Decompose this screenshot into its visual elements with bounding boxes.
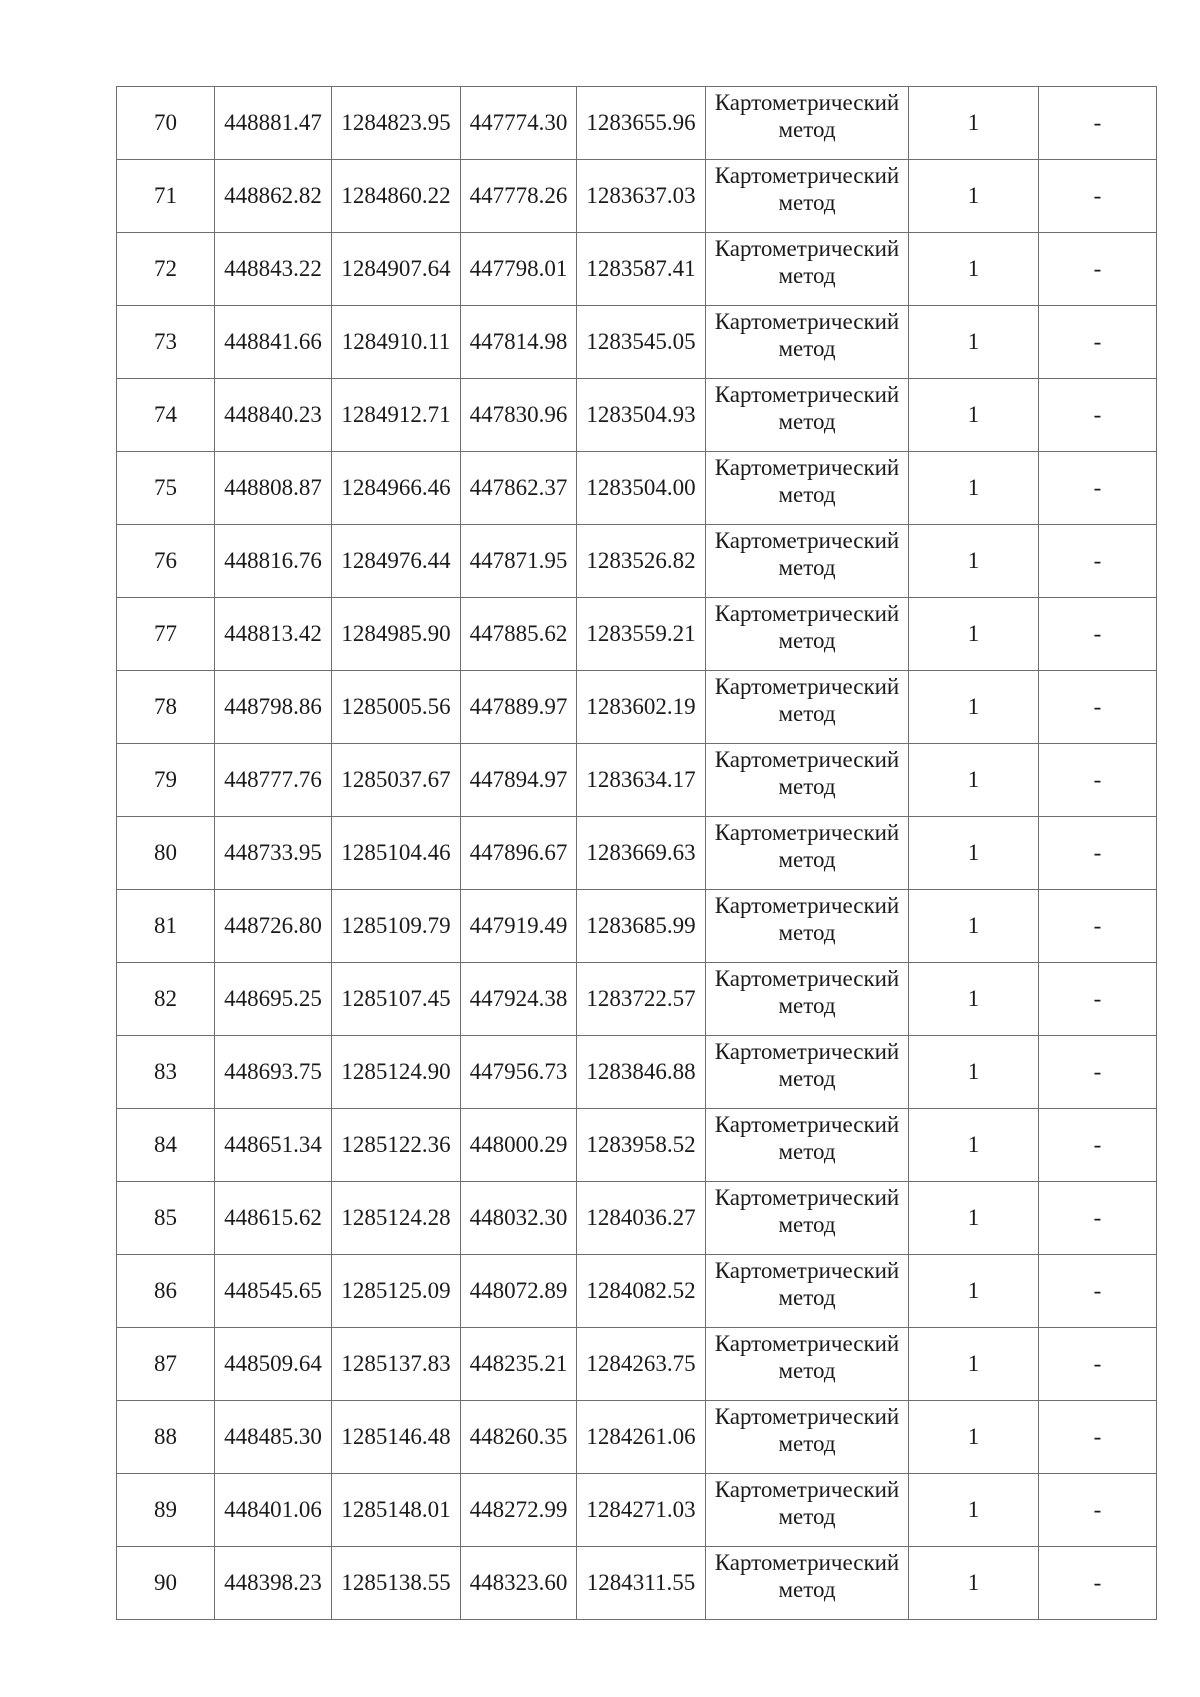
y2-cell: 1283685.99 (577, 890, 706, 963)
method-line-1: Картометрический (714, 236, 900, 261)
method-line-2: метод (778, 993, 836, 1018)
method-cell (706, 963, 909, 1036)
y2-cell: 1284036.27 (577, 1182, 706, 1255)
method-cell (706, 525, 909, 598)
accuracy-cell: 1 (909, 1255, 1039, 1328)
method-line-1: Картометрический (714, 1185, 900, 1210)
accuracy-cell: 1 (909, 452, 1039, 525)
point-number-cell: 76 (117, 525, 215, 598)
method-cell (706, 1109, 909, 1182)
table-row (117, 1182, 1157, 1255)
y1-cell: 1284823.95 (332, 87, 461, 160)
accuracy-cell: 1 (909, 817, 1039, 890)
point-number-cell: 79 (117, 744, 215, 817)
y2-cell: 1283958.52 (577, 1109, 706, 1182)
y1-cell: 1285148.01 (332, 1474, 461, 1547)
note-cell: - (1039, 160, 1157, 233)
method-line-1: Картометрический (714, 1258, 900, 1283)
accuracy-cell: 1 (909, 1182, 1039, 1255)
note-cell: - (1039, 1182, 1157, 1255)
method-line-1: Картометрический (714, 382, 900, 407)
table-row (117, 87, 1157, 160)
y1-cell: 1284966.46 (332, 452, 461, 525)
point-number-cell: 82 (117, 963, 215, 1036)
accuracy-cell: 1 (909, 963, 1039, 1036)
method-line-1: Картометрический (714, 1112, 900, 1137)
method-cell (706, 306, 909, 379)
method-cell (706, 1328, 909, 1401)
point-number-cell: 85 (117, 1182, 215, 1255)
y1-cell: 1284912.71 (332, 379, 461, 452)
point-number-cell: 88 (117, 1401, 215, 1474)
method-cell (706, 233, 909, 306)
x1-cell: 448862.82 (215, 160, 332, 233)
point-number-cell: 89 (117, 1474, 215, 1547)
method-cell (706, 379, 909, 452)
point-number-cell: 78 (117, 671, 215, 744)
table-row (117, 379, 1157, 452)
y1-cell: 1284907.64 (332, 233, 461, 306)
method-line-1: Картометрический (714, 893, 900, 918)
method-line-1: Картометрический (714, 1331, 900, 1356)
x1-cell: 448401.06 (215, 1474, 332, 1547)
accuracy-cell: 1 (909, 160, 1039, 233)
table-row (117, 963, 1157, 1036)
note-cell: - (1039, 452, 1157, 525)
x1-cell: 448726.80 (215, 890, 332, 963)
method-cell (706, 87, 909, 160)
x1-cell: 448509.64 (215, 1328, 332, 1401)
accuracy-cell: 1 (909, 1474, 1039, 1547)
table-row (117, 1547, 1157, 1620)
accuracy-cell: 1 (909, 87, 1039, 160)
table-row (117, 1109, 1157, 1182)
method-cell (706, 160, 909, 233)
method-cell (706, 817, 909, 890)
y1-cell: 1285005.56 (332, 671, 461, 744)
method-line-1: Картометрический (714, 1039, 900, 1064)
method-line-2: метод (778, 701, 836, 726)
point-number-cell: 70 (117, 87, 215, 160)
method-cell (706, 1474, 909, 1547)
accuracy-cell: 1 (909, 306, 1039, 379)
method-line-2: метод (778, 482, 836, 507)
accuracy-cell: 1 (909, 525, 1039, 598)
point-number-cell: 90 (117, 1547, 215, 1620)
method-cell (706, 1547, 909, 1620)
x1-cell: 448843.22 (215, 233, 332, 306)
y1-cell: 1285124.28 (332, 1182, 461, 1255)
method-line-1: Картометрический (714, 820, 900, 845)
x1-cell: 448813.42 (215, 598, 332, 671)
x2-cell: 447814.98 (461, 306, 577, 379)
method-line-1: Картометрический (714, 747, 900, 772)
note-cell: - (1039, 1328, 1157, 1401)
accuracy-cell: 1 (909, 890, 1039, 963)
method-cell (706, 671, 909, 744)
method-line-1: Картометрический (714, 1477, 900, 1502)
y2-cell: 1283637.03 (577, 160, 706, 233)
x1-cell: 448733.95 (215, 817, 332, 890)
x2-cell: 447889.97 (461, 671, 577, 744)
point-number-cell: 80 (117, 817, 215, 890)
accuracy-cell: 1 (909, 1036, 1039, 1109)
table-row (117, 1036, 1157, 1109)
y2-cell: 1284082.52 (577, 1255, 706, 1328)
y1-cell: 1285107.45 (332, 963, 461, 1036)
method-line-2: метод (778, 336, 836, 361)
x2-cell: 447896.67 (461, 817, 577, 890)
y2-cell: 1283655.96 (577, 87, 706, 160)
table-body (117, 87, 1157, 1620)
x1-cell: 448693.75 (215, 1036, 332, 1109)
y2-cell: 1283602.19 (577, 671, 706, 744)
method-cell (706, 1401, 909, 1474)
x2-cell: 447956.73 (461, 1036, 577, 1109)
y1-cell: 1284910.11 (332, 306, 461, 379)
note-cell: - (1039, 963, 1157, 1036)
method-line-2: метод (778, 1504, 836, 1529)
y2-cell: 1283504.93 (577, 379, 706, 452)
x2-cell: 447885.62 (461, 598, 577, 671)
method-line-1: Картометрический (714, 601, 900, 626)
accuracy-cell: 1 (909, 233, 1039, 306)
table-row (117, 452, 1157, 525)
point-number-cell: 73 (117, 306, 215, 379)
table-row (117, 817, 1157, 890)
x1-cell: 448398.23 (215, 1547, 332, 1620)
x1-cell: 448651.34 (215, 1109, 332, 1182)
method-line-2: метод (778, 1358, 836, 1383)
table-row (117, 306, 1157, 379)
table-row (117, 1255, 1157, 1328)
method-cell (706, 598, 909, 671)
x2-cell: 447778.26 (461, 160, 577, 233)
point-number-cell: 71 (117, 160, 215, 233)
x1-cell: 448545.65 (215, 1255, 332, 1328)
point-number-cell: 83 (117, 1036, 215, 1109)
table-row (117, 233, 1157, 306)
x1-cell: 448777.76 (215, 744, 332, 817)
method-line-1: Картометрический (714, 674, 900, 699)
y2-cell: 1284311.55 (577, 1547, 706, 1620)
method-cell (706, 452, 909, 525)
y2-cell: 1283559.21 (577, 598, 706, 671)
y2-cell: 1283504.00 (577, 452, 706, 525)
table-row (117, 1474, 1157, 1547)
x2-cell: 448000.29 (461, 1109, 577, 1182)
point-number-cell: 81 (117, 890, 215, 963)
note-cell: - (1039, 87, 1157, 160)
method-line-2: метод (778, 1431, 836, 1456)
method-line-1: Картометрический (714, 528, 900, 553)
y2-cell: 1283526.82 (577, 525, 706, 598)
accuracy-cell: 1 (909, 1547, 1039, 1620)
method-line-2: метод (778, 1066, 836, 1091)
note-cell: - (1039, 817, 1157, 890)
x2-cell: 447798.01 (461, 233, 577, 306)
note-cell: - (1039, 890, 1157, 963)
x1-cell: 448881.47 (215, 87, 332, 160)
y2-cell: 1284271.03 (577, 1474, 706, 1547)
method-line-1: Картометрический (714, 163, 900, 188)
point-number-cell: 72 (117, 233, 215, 306)
x1-cell: 448695.25 (215, 963, 332, 1036)
y2-cell: 1284263.75 (577, 1328, 706, 1401)
method-line-2: метод (778, 1212, 836, 1237)
x2-cell: 447894.97 (461, 744, 577, 817)
note-cell: - (1039, 671, 1157, 744)
method-line-2: метод (778, 1577, 836, 1602)
method-cell (706, 1036, 909, 1109)
x2-cell: 448272.99 (461, 1474, 577, 1547)
x1-cell: 448798.86 (215, 671, 332, 744)
method-line-2: метод (778, 847, 836, 872)
y2-cell: 1283669.63 (577, 817, 706, 890)
y1-cell: 1284976.44 (332, 525, 461, 598)
y1-cell: 1284985.90 (332, 598, 461, 671)
x1-cell: 448808.87 (215, 452, 332, 525)
method-line-2: метод (778, 920, 836, 945)
x2-cell: 447862.37 (461, 452, 577, 525)
note-cell: - (1039, 1401, 1157, 1474)
method-line-2: метод (778, 263, 836, 288)
x1-cell: 448840.23 (215, 379, 332, 452)
x2-cell: 448235.21 (461, 1328, 577, 1401)
note-cell: - (1039, 233, 1157, 306)
y1-cell: 1285146.48 (332, 1401, 461, 1474)
method-line-1: Картометрический (714, 1550, 900, 1575)
point-number-cell: 87 (117, 1328, 215, 1401)
point-number-cell: 77 (117, 598, 215, 671)
method-line-1: Картометрический (714, 455, 900, 480)
accuracy-cell: 1 (909, 1401, 1039, 1474)
method-line-2: метод (778, 1285, 836, 1310)
accuracy-cell: 1 (909, 598, 1039, 671)
method-line-2: метод (778, 190, 836, 215)
x1-cell: 448485.30 (215, 1401, 332, 1474)
method-line-1: Картометрический (714, 1404, 900, 1429)
x2-cell: 447871.95 (461, 525, 577, 598)
y1-cell: 1285037.67 (332, 744, 461, 817)
note-cell: - (1039, 1547, 1157, 1620)
table-row (117, 744, 1157, 817)
note-cell: - (1039, 744, 1157, 817)
table-row (117, 160, 1157, 233)
table-row (117, 1401, 1157, 1474)
method-cell (706, 744, 909, 817)
y1-cell: 1285137.83 (332, 1328, 461, 1401)
note-cell: - (1039, 525, 1157, 598)
y1-cell: 1285124.90 (332, 1036, 461, 1109)
x2-cell: 447830.96 (461, 379, 577, 452)
x2-cell: 448260.35 (461, 1401, 577, 1474)
x1-cell: 448841.66 (215, 306, 332, 379)
note-cell: - (1039, 1474, 1157, 1547)
y2-cell: 1283587.41 (577, 233, 706, 306)
x2-cell: 447774.30 (461, 87, 577, 160)
method-cell (706, 1255, 909, 1328)
note-cell: - (1039, 1036, 1157, 1109)
y1-cell: 1285125.09 (332, 1255, 461, 1328)
table-row (117, 525, 1157, 598)
x2-cell: 447919.49 (461, 890, 577, 963)
note-cell: - (1039, 1109, 1157, 1182)
y2-cell: 1284261.06 (577, 1401, 706, 1474)
method-cell (706, 1182, 909, 1255)
x2-cell: 447924.38 (461, 963, 577, 1036)
point-number-cell: 86 (117, 1255, 215, 1328)
method-line-2: метод (778, 628, 836, 653)
y1-cell: 1285109.79 (332, 890, 461, 963)
method-cell (706, 890, 909, 963)
y2-cell: 1283634.17 (577, 744, 706, 817)
note-cell: - (1039, 306, 1157, 379)
table-row (117, 890, 1157, 963)
x2-cell: 448032.30 (461, 1182, 577, 1255)
x1-cell: 448615.62 (215, 1182, 332, 1255)
note-cell: - (1039, 598, 1157, 671)
coordinates-table (116, 86, 1157, 1620)
y1-cell: 1284860.22 (332, 160, 461, 233)
accuracy-cell: 1 (909, 671, 1039, 744)
note-cell: - (1039, 1255, 1157, 1328)
table-row (117, 671, 1157, 744)
accuracy-cell: 1 (909, 1328, 1039, 1401)
x2-cell: 448072.89 (461, 1255, 577, 1328)
method-line-2: метод (778, 774, 836, 799)
method-line-2: метод (778, 117, 836, 142)
method-line-1: Картометрический (714, 90, 900, 115)
point-number-cell: 84 (117, 1109, 215, 1182)
y1-cell: 1285104.46 (332, 817, 461, 890)
method-line-2: метод (778, 1139, 836, 1164)
table-row (117, 1328, 1157, 1401)
y2-cell: 1283846.88 (577, 1036, 706, 1109)
table-row (117, 598, 1157, 671)
note-cell: - (1039, 379, 1157, 452)
y1-cell: 1285122.36 (332, 1109, 461, 1182)
point-number-cell: 74 (117, 379, 215, 452)
y1-cell: 1285138.55 (332, 1547, 461, 1620)
x2-cell: 448323.60 (461, 1547, 577, 1620)
method-line-2: метод (778, 555, 836, 580)
method-line-1: Картометрический (714, 309, 900, 334)
accuracy-cell: 1 (909, 744, 1039, 817)
method-line-2: метод (778, 409, 836, 434)
point-number-cell: 75 (117, 452, 215, 525)
y2-cell: 1283545.05 (577, 306, 706, 379)
accuracy-cell: 1 (909, 1109, 1039, 1182)
accuracy-cell: 1 (909, 379, 1039, 452)
y2-cell: 1283722.57 (577, 963, 706, 1036)
x1-cell: 448816.76 (215, 525, 332, 598)
method-line-1: Картометрический (714, 966, 900, 991)
